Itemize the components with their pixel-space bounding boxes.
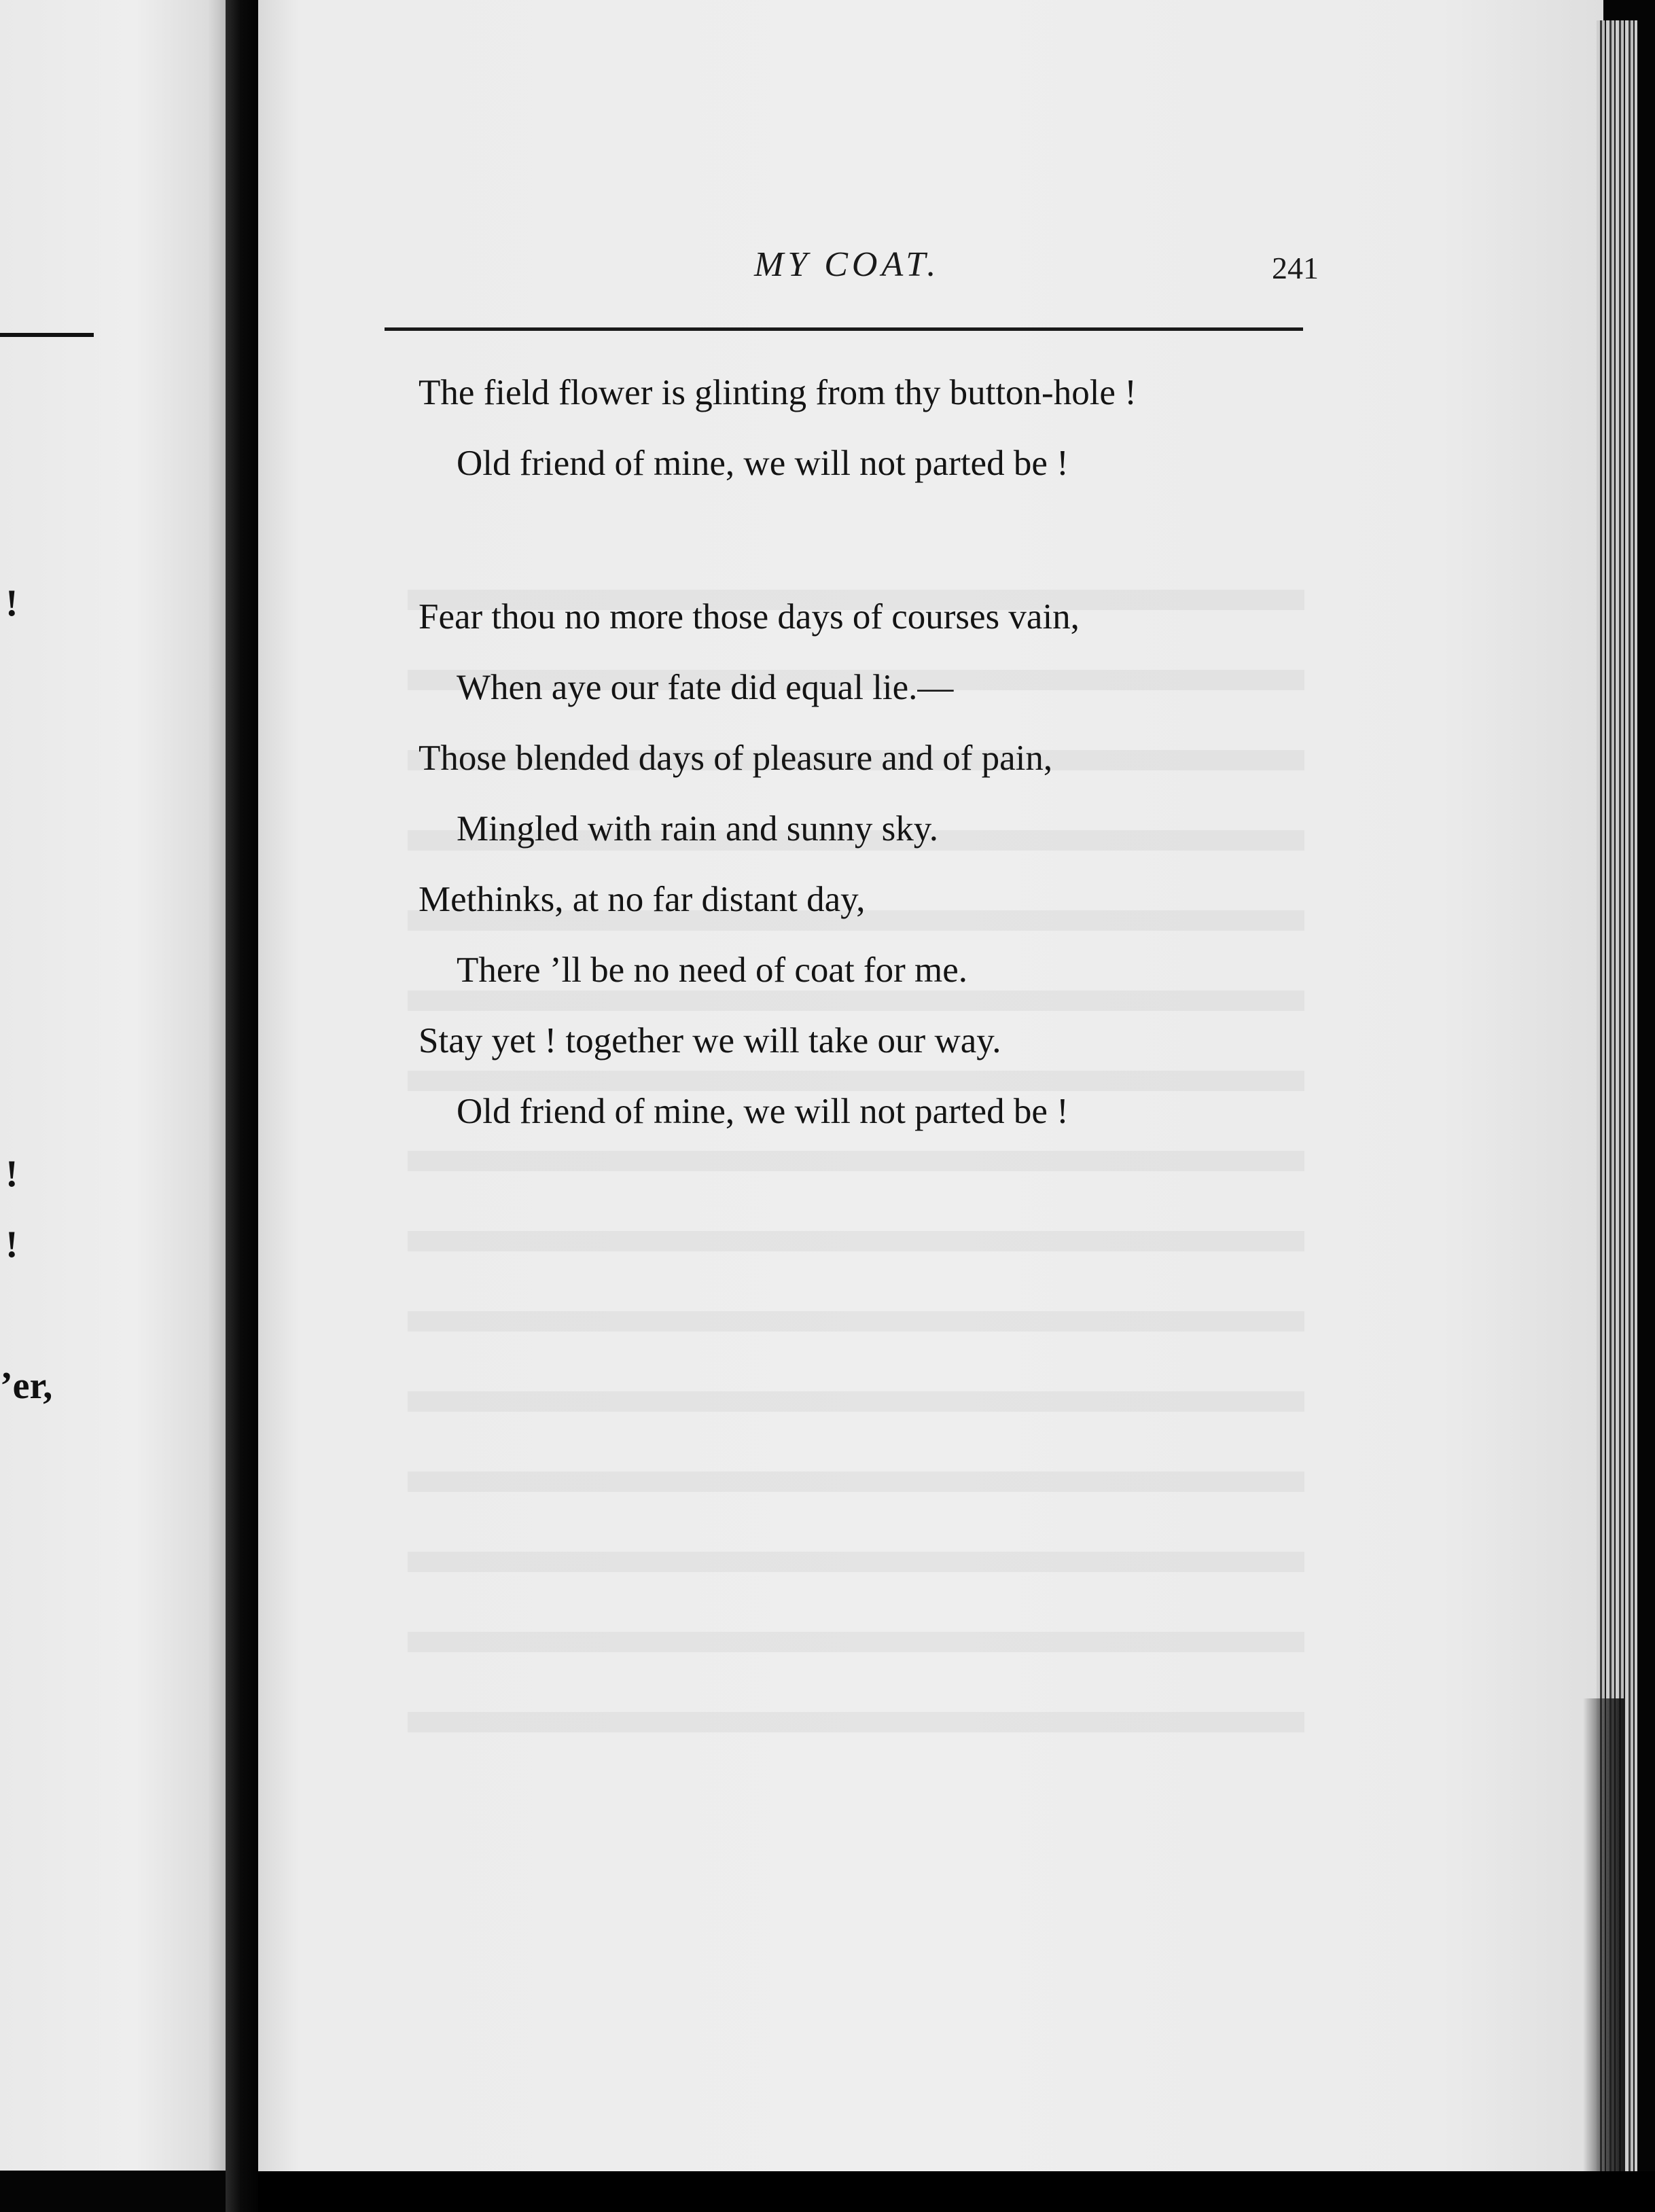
poem-line: Old friend of mine, we will not parted be ! [457, 444, 1069, 483]
previous-page-fragment: ! [5, 1153, 18, 1195]
poem-line: Stay yet ! together we will take our way. [419, 1021, 1001, 1060]
poem-line: Those blended days of pleasure and of pain, [419, 738, 1053, 778]
running-title: MY COAT. [754, 245, 940, 284]
poem-line: When aye our fate did equal lie.— [457, 668, 954, 707]
poem-line: Old friend of mine, we will not parted be ! [457, 1092, 1069, 1131]
poem-line: There ’ll be no need of coat for me. [457, 950, 967, 990]
poem-line: The field flower is glinting from thy button-hole ! [419, 373, 1137, 412]
previous-page-rule [0, 333, 94, 337]
poem-line: Fear thou no more those days of courses vain, [419, 597, 1080, 637]
previous-page [0, 0, 226, 2171]
previous-page-fragment: ’er, [0, 1365, 53, 1407]
bleed-through [408, 530, 1304, 1753]
header-rule [385, 327, 1303, 331]
poem-line: Methinks, at no far distant day, [419, 880, 866, 919]
poem-line: Mingled with rain and sunny sky. [457, 809, 939, 849]
previous-page-fragment: ! [5, 582, 18, 624]
page-edges-shadow [1583, 1698, 1624, 2171]
bottom-shadow [258, 2171, 1655, 2212]
page-number: 241 [1272, 251, 1319, 285]
previous-page-fragment: ! [5, 1224, 18, 1266]
